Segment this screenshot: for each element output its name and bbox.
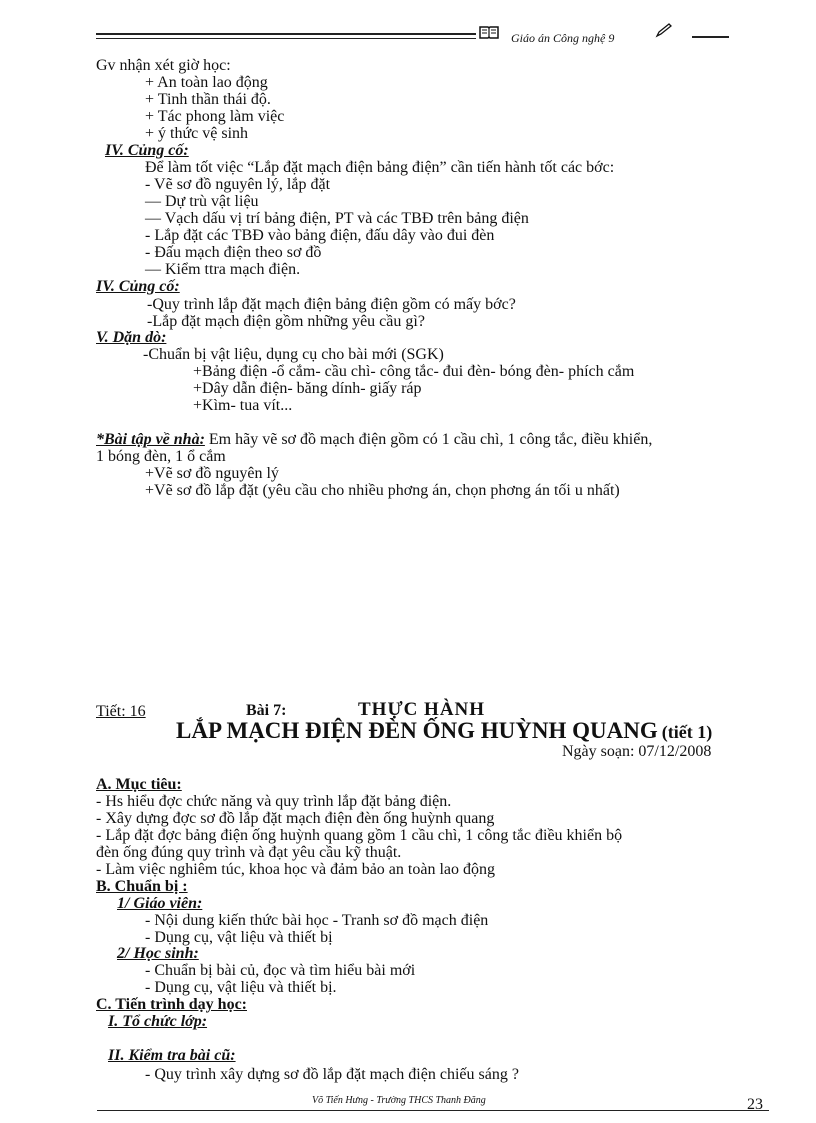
s2-item: - Đấu mạch điện theo sơ đồ bbox=[145, 244, 322, 261]
s4-item: +Kìm- tua vít... bbox=[193, 397, 293, 414]
s4-item: +Bảng điện -ổ cắm- cầu chì- công tắc- đui đèn- bóng đèn- phích cắm bbox=[193, 363, 635, 380]
homework-item: +Vẽ sơ đồ nguyên lý bbox=[145, 465, 279, 482]
lesson-period: Tiết: 16 bbox=[96, 703, 146, 720]
s3-item: -Quy trình lắp đặt mạch điện bảng điện gồm có mấy bớc? bbox=[147, 296, 516, 313]
objectives-heading: A. Mục tiêu: bbox=[96, 776, 182, 793]
lesson-title-main: LẮP MẠCH ĐIỆN ĐÈN ỐNG HUỲNH QUANG bbox=[176, 718, 658, 743]
s2-item: — Dự trù vật liệu bbox=[145, 193, 259, 210]
objective-line: đèn ống đúng quy trình và đạt yêu cầu kỹ thuật. bbox=[96, 844, 402, 861]
s1-item: + Tác phong làm việc bbox=[145, 108, 285, 125]
lesson-date: Ngày soạn: 07/12/2008 bbox=[562, 743, 712, 760]
objective-line: - Xây dựng đợc sơ đồ lắp đặt mạch điện đèn ống huỳnh quang bbox=[96, 810, 495, 827]
org-heading: I. Tổ chức lớp: bbox=[108, 1013, 208, 1030]
header-line-left-2 bbox=[96, 38, 476, 39]
student-item: - Chuẩn bị bài củ, đọc và tìm hiểu bài mới bbox=[145, 962, 416, 979]
student-item: - Dụng cụ, vật liệu và thiết bị. bbox=[145, 979, 337, 996]
s3-heading: IV. Củng cố: bbox=[96, 278, 180, 295]
homework-label: *Bài tập về nhà: bbox=[96, 431, 205, 448]
page-number: 23 bbox=[747, 1096, 763, 1113]
s3-item: -Lắp đặt mạch điện gồm những yêu cầu gì? bbox=[147, 313, 425, 330]
s2-item: — Vạch dấu vị trí bảng điện, PT và các TBĐ trên bảng điện bbox=[145, 210, 529, 227]
teacher-item: - Nội dung kiến thức bài học - Tranh sơ đồ mạch điện bbox=[145, 912, 489, 929]
s4-heading: V. Dặn dò: bbox=[96, 329, 167, 346]
s2-item: — Kiểm ttra mạch điện. bbox=[145, 261, 301, 278]
homework-text: Em hãy vẽ sơ đồ mạch điện gồm có 1 cầu chì, 1 công tắc, điều khiển, bbox=[204, 431, 653, 448]
header-pen-icon bbox=[655, 22, 673, 43]
s2-heading: IV. Củng cố: bbox=[105, 142, 189, 159]
header-line-left bbox=[96, 33, 476, 35]
s2-item: - Lắp đặt các TBĐ vào bảng điện, đấu dây vào đui đèn bbox=[145, 227, 495, 244]
lesson-title-suffix: (tiết 1) bbox=[661, 722, 713, 742]
header-title: Giáo án Công nghệ 9 bbox=[511, 31, 615, 45]
lesson-title-row bbox=[176, 718, 712, 744]
footer-author: Võ Tiến Hưng - Trường THCS Thanh Đăng bbox=[312, 1095, 486, 1106]
objective-line: - Hs hiểu đợc chức năng và quy trình lắp đặt bảng điện. bbox=[96, 793, 452, 810]
teacher-item: - Dụng cụ, vật liệu và thiết bị bbox=[145, 929, 333, 946]
lesson-title-top: THỰC HÀNH bbox=[358, 699, 486, 720]
s1-intro: Gv nhận xét giờ học: bbox=[96, 57, 231, 74]
homework-item: +Vẽ sơ đồ lắp đặt (yêu cầu cho nhiều phơng án, chọn phơng án tối u nhất) bbox=[145, 482, 620, 499]
s2-item: - Vẽ sơ đồ nguyên lý, lắp đặt bbox=[145, 176, 331, 193]
student-heading: 2/ Học sinh: bbox=[117, 945, 199, 962]
teacher-heading: 1/ Giáo viên: bbox=[117, 895, 203, 912]
s1-item: + An toàn lao động bbox=[145, 74, 268, 91]
preparation-heading: B. Chuẩn bị : bbox=[96, 878, 188, 895]
s4-item: +Dây dẫn điện- băng dính- giấy ráp bbox=[193, 380, 422, 397]
s4-intro: -Chuẩn bị vật liệu, dụng cụ cho bài mới (SGK) bbox=[143, 346, 444, 363]
homework-line2: 1 bóng đèn, 1 ổ cắm bbox=[96, 448, 226, 465]
check-heading: II. Kiểm tra bài cũ: bbox=[108, 1047, 236, 1064]
objective-line: - Làm việc nghiêm túc, khoa học và đảm bảo an toàn lao động bbox=[96, 861, 495, 878]
objective-line: - Lắp đặt đợc bảng điện ống huỳnh quang gồm 1 cầu chì, 1 công tắc điều khiển bộ bbox=[96, 827, 623, 844]
homework-line1 bbox=[96, 431, 652, 448]
footer-line bbox=[97, 1110, 769, 1111]
s2-intro: Để làm tốt việc “Lắp đặt mạch điện bảng điện” cần tiến hành tốt các bớc: bbox=[145, 159, 615, 176]
process-heading: C. Tiến trình dạy học: bbox=[96, 996, 247, 1013]
lesson-number: Bài 7: bbox=[246, 702, 287, 719]
header-line-right bbox=[692, 36, 729, 38]
s1-item: + Tinh thần thái độ. bbox=[145, 91, 271, 108]
s1-item: + ý thức vệ sinh bbox=[145, 125, 249, 142]
header-book-icon bbox=[479, 25, 499, 44]
check-item: - Quy trình xây dựng sơ đồ lắp đặt mạch điện chiếu sáng ? bbox=[145, 1066, 519, 1083]
